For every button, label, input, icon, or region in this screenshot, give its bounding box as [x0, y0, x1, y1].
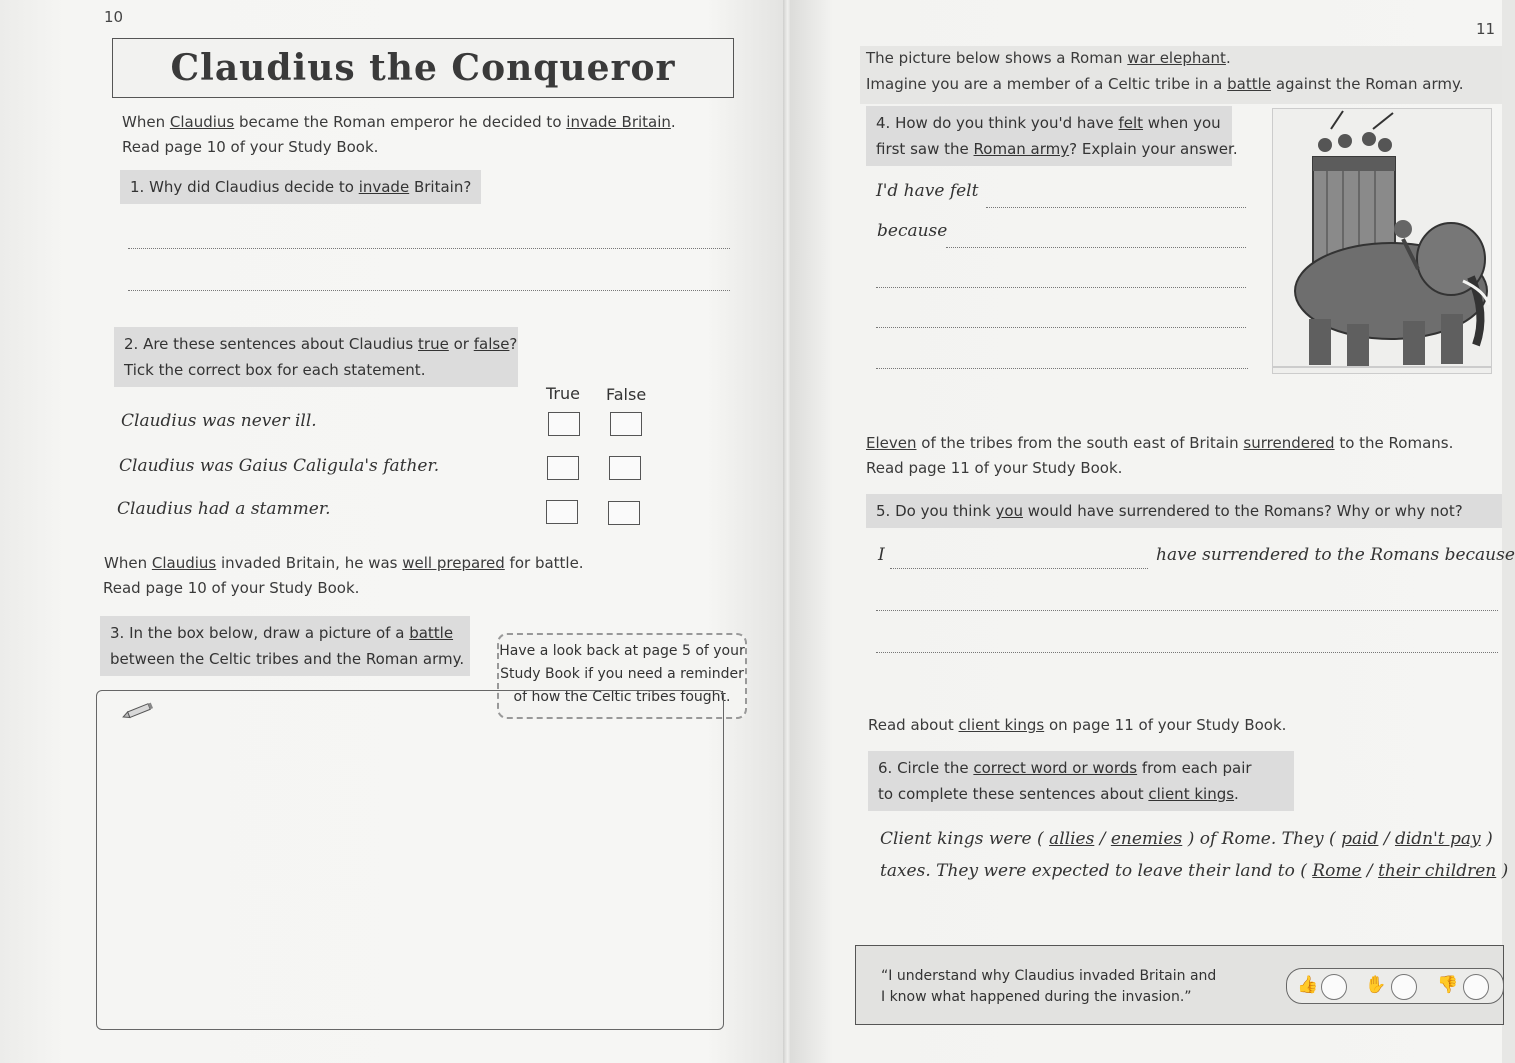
word-choice[interactable]: enemies	[1110, 829, 1183, 849]
q5-prompt-end: have surrendered to the Romans because	[1156, 545, 1515, 565]
word-choice[interactable]: didn't pay	[1394, 829, 1481, 849]
word-choice[interactable]: their children	[1378, 861, 1497, 881]
rating-circle-good[interactable]	[1321, 974, 1347, 1000]
answer-line[interactable]	[128, 290, 730, 291]
intro-text-surrender: Eleven of the tribes from the south east of Britain surrendered to the Romans.	[866, 434, 1454, 452]
because-prompt: because	[877, 221, 948, 241]
word-choice[interactable]: allies	[1049, 829, 1095, 849]
answer-line[interactable]	[946, 247, 1246, 248]
question-5: 5. Do you think you would have surrendered to the Romans? Why or why not?	[866, 494, 1502, 528]
rating-circle-ok[interactable]	[1391, 974, 1417, 1000]
intro-text-2: When Claudius invaded Britain, he was well prepared for battle.	[104, 554, 584, 572]
read-instruction-3: Read page 11 of your Study Book.	[866, 459, 1123, 477]
true-column-header: True	[546, 384, 580, 403]
question-3: 3. In the box below, draw a picture of a battle between the Celtic tribes and the Roman army.	[100, 616, 470, 676]
answer-line[interactable]	[876, 652, 1498, 653]
read-instruction-2: Read page 10 of your Study Book.	[103, 579, 360, 597]
answer-line[interactable]	[876, 610, 1498, 611]
answer-line[interactable]	[876, 327, 1246, 328]
false-checkbox[interactable]	[609, 456, 641, 480]
rating-circle-poor[interactable]	[1463, 974, 1489, 1000]
self-assessment-scale	[1286, 968, 1504, 1004]
thumbs-sideways-icon: ✋	[1365, 975, 1387, 995]
q5-prompt-start: I	[878, 545, 885, 565]
answer-line[interactable]	[890, 568, 1148, 569]
circle-sentence-2: taxes. They were expected to leave their land to ( Rome / their children )	[880, 861, 1509, 881]
page-number: 11	[1476, 20, 1496, 38]
pencil-icon	[121, 703, 155, 723]
self-assessment-statement: “I understand why Claudius invaded Britain and I know what happened during the invasion.”	[881, 968, 1217, 1005]
statement-1: Claudius was never ill.	[121, 411, 317, 431]
question-2: 2. Are these sentences about Claudius true or false? Tick the correct box for each statement.	[114, 327, 518, 387]
true-checkbox[interactable]	[547, 456, 579, 480]
word-choice[interactable]: Rome	[1312, 861, 1362, 881]
word-choice[interactable]: paid	[1341, 829, 1379, 849]
true-checkbox[interactable]	[548, 412, 580, 436]
drawing-box[interactable]	[96, 690, 724, 1030]
statement-2: Claudius was Gaius Caligula's father.	[119, 456, 440, 476]
title-banner	[112, 38, 734, 98]
intro-text-imagine: Imagine you are a member of a Celtic tribe in a battle against the Roman army.	[866, 75, 1464, 93]
felt-prompt: I'd have felt	[876, 181, 979, 201]
answer-line[interactable]	[986, 207, 1246, 208]
answer-line[interactable]	[128, 248, 730, 249]
true-checkbox[interactable]	[546, 500, 578, 524]
intro-text-1: When Claudius became the Roman emperor he decided to invade Britain.	[122, 113, 676, 131]
self-assessment-box	[855, 945, 1504, 1025]
page-title: Claudius the Conqueror	[170, 47, 676, 89]
circle-sentence-1: Client kings were ( allies / enemies ) of Rome. They ( paid / didn't pay )	[880, 829, 1493, 849]
intro-text-elephant: The picture below shows a Roman war elephant.	[866, 49, 1231, 67]
question-1: 1. Why did Claudius decide to invade Britain?	[120, 170, 481, 204]
thumbs-up-icon: 👍	[1297, 975, 1319, 995]
statement-3: Claudius had a stammer.	[117, 499, 331, 519]
right-page	[790, 0, 1515, 1063]
war-elephant-illustration	[1272, 108, 1492, 374]
answer-line[interactable]	[876, 287, 1246, 288]
read-instruction-4: Read about client kings on page 11 of your Study Book.	[868, 716, 1287, 734]
question-4: 4. How do you think you'd have felt when you first saw the Roman army? Explain your answer.	[866, 106, 1232, 166]
false-checkbox[interactable]	[608, 501, 640, 525]
answer-line[interactable]	[876, 368, 1248, 369]
thumbs-down-icon: 👎	[1437, 975, 1459, 995]
page-number: 10	[104, 8, 124, 26]
question-6: 6. Circle the correct word or words from each pair to complete these sentences about client kings.	[868, 751, 1294, 811]
false-checkbox[interactable]	[610, 412, 642, 436]
read-instruction-1: Read page 10 of your Study Book.	[122, 138, 379, 156]
reminder-tip-box: Have a look back at page 5 of your Study Book if you need a reminder of how the Celtic tribes fought.	[497, 633, 747, 719]
false-column-header: False	[606, 385, 647, 404]
